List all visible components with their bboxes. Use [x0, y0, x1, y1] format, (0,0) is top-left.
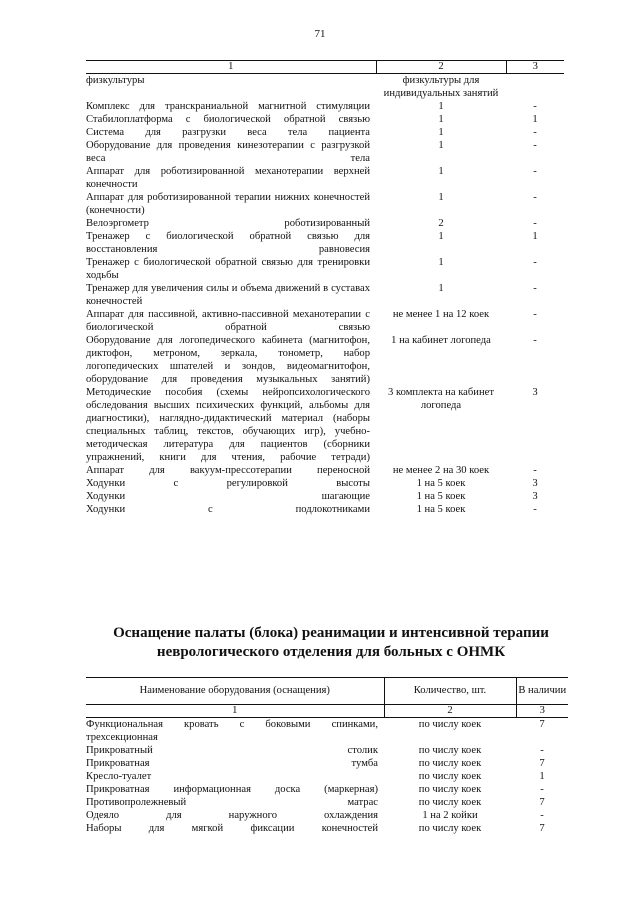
available-count: 7: [539, 797, 545, 808]
equipment-name: Прикроватная тумба: [86, 758, 378, 769]
table-row: [86, 490, 564, 503]
quantity: по числу коек: [418, 719, 482, 730]
equipment-name: Аппарат для роботизированной терапии нижних конечностей (конечности): [86, 192, 370, 216]
header-available: В наличии: [516, 678, 568, 705]
quantity: по числу коек: [418, 745, 482, 756]
table-row: [86, 230, 564, 256]
quantity: не менее 2 на 30 коек: [392, 465, 490, 476]
quantity: по числу коек: [418, 771, 482, 782]
available-count: -: [533, 465, 537, 476]
table-row: [86, 477, 564, 490]
table-row: [86, 796, 568, 809]
equipment-name: Противопролежневый матрас: [86, 797, 378, 808]
section-title-line: Оснащение палаты (блока) реанимации и интенсивной терапии: [113, 625, 549, 641]
quantity: 1: [438, 192, 444, 203]
table-row: [86, 126, 564, 139]
quantity: по числу коек: [418, 823, 482, 834]
table-row: [86, 744, 568, 757]
quantity: 1: [438, 114, 444, 125]
available-count: -: [533, 257, 537, 268]
quantity: по числу коек: [418, 784, 482, 795]
equipment-name: Ходунки шагающие: [86, 491, 370, 502]
quantity: 1: [438, 101, 444, 112]
quantity: 2: [438, 218, 444, 229]
table-row: [86, 386, 564, 464]
table-row: [86, 74, 564, 101]
table-header-row: [86, 678, 568, 705]
quantity: физкультуры для индивидуальных занятий: [383, 75, 499, 99]
quantity: по числу коек: [418, 797, 482, 808]
quantity: 1: [438, 283, 444, 294]
equipment-name: Кресло-туалет: [86, 771, 152, 782]
available-count: 7: [539, 719, 545, 730]
table-row: [86, 139, 564, 165]
quantity: по числу коек: [418, 758, 482, 769]
equipment-name: Стабилоплатформа с биологической обратной связью: [86, 114, 370, 125]
section-title: [96, 624, 566, 662]
equipment-name: Тренажер с биологической обратной связью для тренировки ходьбы: [86, 257, 370, 281]
column-number-row: [86, 705, 568, 718]
available-count: -: [533, 335, 537, 346]
available-count: -: [533, 140, 537, 151]
column-number: 1: [86, 705, 384, 718]
available-count: -: [533, 283, 537, 294]
available-count: 1: [532, 231, 538, 242]
available-count: 3: [532, 387, 538, 398]
available-count: 7: [539, 823, 545, 834]
available-count: -: [533, 166, 537, 177]
equipment-name: Прикроватная информационная доска (маркерная): [86, 784, 378, 795]
column-number: 3: [516, 705, 568, 718]
table-row: [86, 464, 564, 477]
available-count: -: [533, 101, 537, 112]
available-count: 1: [532, 114, 538, 125]
quantity: 1: [438, 127, 444, 138]
column-number: 1: [86, 61, 376, 74]
table-row: [86, 757, 568, 770]
table-row: [86, 100, 564, 113]
equipment-name: Тренажер с биологической обратной связью для восстановления равновесия: [86, 231, 370, 255]
equipment-table-continued: [86, 60, 564, 516]
table-row: [86, 822, 568, 835]
equipment-name: Наборы для мягкой фиксации конечностей: [86, 823, 378, 834]
column-number-row: [86, 61, 564, 74]
available-count: -: [540, 745, 544, 756]
table-row: [86, 113, 564, 126]
quantity: 3 комплекта на кабинет логопеда: [388, 387, 494, 411]
equipment-name: Аппарат для роботизированной механотерапии верхней конечности: [86, 166, 370, 190]
table-row: [86, 334, 564, 386]
column-number: 3: [506, 61, 564, 74]
table-row: [86, 282, 564, 308]
table-row: [86, 256, 564, 282]
equipment-name: Комплекс для транскраниальной магнитной стимуляции: [86, 101, 370, 112]
quantity: 1: [438, 166, 444, 177]
equipment-name: Оборудование для проведения кинезотерапии с разгрузкой веса тела: [86, 140, 370, 164]
equipment-name: Аппарат для вакуум-прессотерапии переносной: [86, 465, 370, 476]
header-equipment-name: Наименование оборудования (оснащения): [86, 678, 384, 705]
available-count: 3: [532, 478, 538, 489]
equipment-name: Велоэргометр роботизированный: [86, 218, 370, 229]
quantity: 1 на 5 коек: [416, 478, 466, 489]
available-count: 1: [539, 771, 545, 782]
equipment-name: Функциональная кровать с боковыми спинками, трехсекционная: [86, 719, 378, 743]
column-number: 2: [376, 61, 506, 74]
equipment-name: Ходунки с подлокотниками: [86, 504, 370, 515]
available-count: -: [540, 784, 544, 795]
column-number: 2: [384, 705, 516, 718]
equipment-name: Аппарат для пассивной, активно-пассивной механотерапии с биологической обратной связью: [86, 309, 370, 333]
equipment-name: Прикроватный столик: [86, 745, 378, 756]
table-row: [86, 783, 568, 796]
available-count: [506, 74, 564, 101]
equipment-name: физкультуры: [86, 75, 145, 86]
equipment-name: Одеяло для наружного охлаждения: [86, 810, 378, 821]
available-count: -: [533, 218, 537, 229]
section-title-line: неврологического отделения для больных с ОНМК: [156, 644, 506, 660]
table-row: [86, 165, 564, 191]
available-count: -: [540, 810, 544, 821]
table-row: [86, 308, 564, 334]
available-count: 3: [532, 491, 538, 502]
quantity: 1 на 2 койки: [422, 810, 478, 821]
quantity: 1: [438, 140, 444, 151]
equipment-name: Тренажер для увеличения силы и объема движений в суставах конечностей: [86, 283, 370, 307]
quantity: 1: [438, 231, 444, 242]
header-quantity: Количество, шт.: [384, 678, 516, 705]
quantity: 1 на 5 коек: [416, 504, 466, 515]
table-row: [86, 718, 568, 745]
available-count: -: [533, 309, 537, 320]
table-row: [86, 191, 564, 217]
equipment-name: Ходунки с регулировкой высоты: [86, 478, 370, 489]
table-row: [86, 809, 568, 822]
equipment-name: Методические пособия (схемы нейропсихологического обследования высших психических функций, альбомы для диагностики), наглядно-дидактический материал (наборы специальных таблиц, текстов, обучающих игр), учебно-методическая литература для пациентов (сборники упражнений, книги для чтения, рабочие тетради): [86, 387, 370, 463]
available-count: -: [533, 504, 537, 515]
available-count: 7: [539, 758, 545, 769]
quantity: 1: [438, 257, 444, 268]
table-row: [86, 770, 568, 783]
quantity: 1 на кабинет логопеда: [391, 335, 491, 346]
equipment-name: Система для разгрузки веса тела пациента: [86, 127, 370, 138]
available-count: -: [533, 192, 537, 203]
quantity: 1 на 5 коек: [416, 491, 466, 502]
available-count: -: [533, 127, 537, 138]
equipment-name: Оборудование для логопедического кабинета (магнитофон, диктофон, метроном, зеркала, тонометр, набор логопедических шпателей и зондов, видеомагнитофон, оборудование для проведения музыкальных занятий): [86, 335, 370, 385]
page-number: 71: [314, 28, 326, 40]
table-row: [86, 217, 564, 230]
table-row: [86, 503, 564, 516]
quantity: не менее 1 на 12 коек: [392, 309, 490, 320]
icu-equipment-table: [86, 677, 568, 835]
